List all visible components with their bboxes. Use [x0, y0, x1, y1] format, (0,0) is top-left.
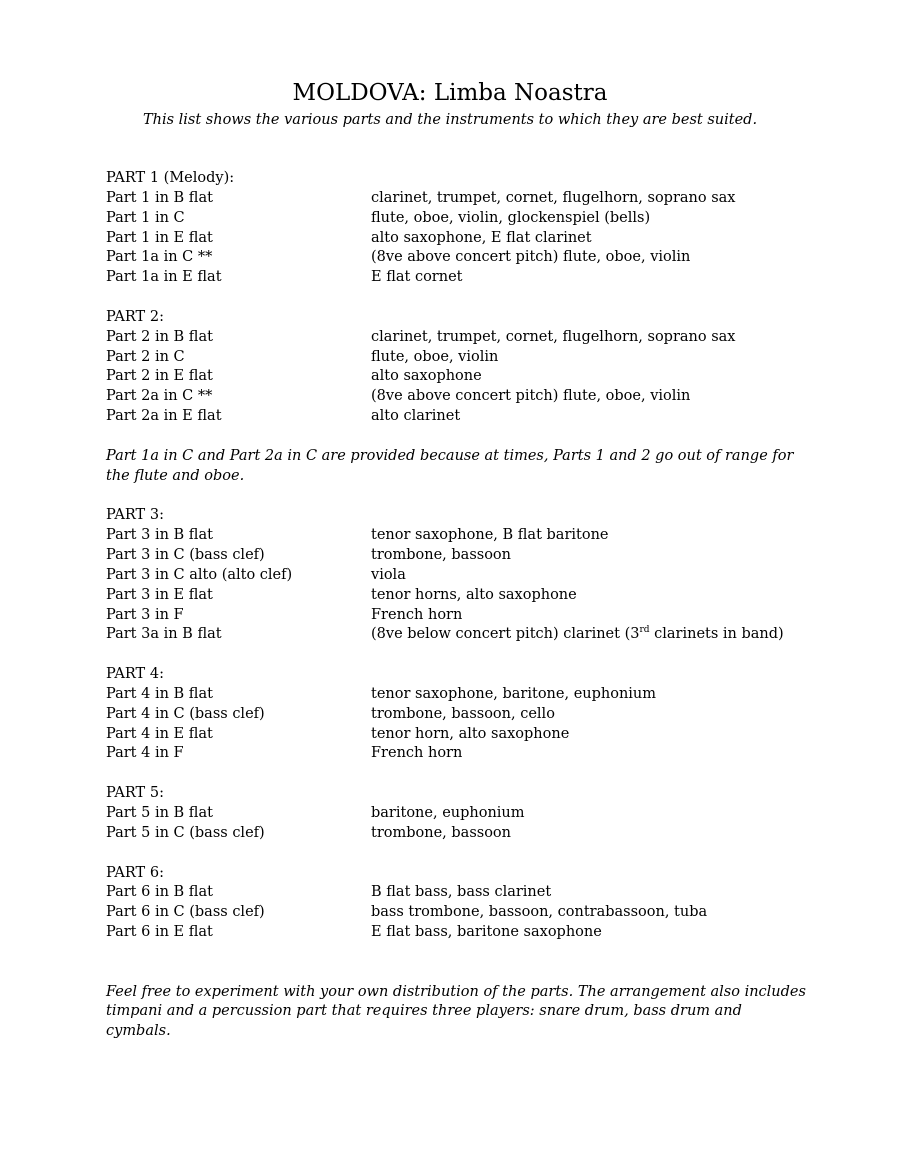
part-instruments: viola	[371, 566, 406, 583]
section-part-4	[106, 665, 806, 764]
section-heading: PART 3:	[106, 507, 164, 524]
part-instruments: flute, oboe, violin, glockenspiel (bells)	[371, 209, 651, 226]
list-item	[106, 685, 806, 705]
section-part-3	[106, 506, 806, 645]
part-instruments: tenor saxophone, baritone, euphonium	[371, 685, 657, 702]
part-name: Part 2 in C	[106, 348, 185, 365]
page-subtitle: This list shows the various parts and the instruments to which they are best suited.	[142, 112, 758, 128]
part-name: Part 4 in E flat	[106, 725, 213, 742]
part-instruments: (8ve above concert pitch) flute, oboe, violin	[371, 388, 691, 405]
list-item	[106, 744, 806, 764]
spacer	[106, 288, 806, 308]
spacer	[106, 963, 806, 983]
part-instruments: alto saxophone	[371, 368, 482, 385]
list-item	[106, 546, 806, 566]
part-instruments: clarinet, trumpet, cornet, flugelhorn, soprano sax	[371, 328, 736, 345]
list-item	[106, 229, 806, 249]
range-note: Part 1a in C and Part 2a in C are provided because at times, Parts 1 and 2 go out of range for the flute and oboe.	[106, 447, 794, 484]
list-item	[106, 387, 806, 407]
list-item	[106, 725, 806, 745]
section-heading: PART 2:	[106, 308, 164, 325]
spacer	[106, 764, 806, 784]
list-item	[106, 903, 806, 923]
part-instruments: alto saxophone, E flat clarinet	[371, 229, 592, 246]
part-name: Part 1a in C **	[106, 249, 213, 266]
spacer	[106, 943, 806, 963]
part-name: Part 3 in F	[106, 606, 184, 623]
part-instruments: baritone, euphonium	[371, 805, 525, 821]
list-item	[106, 804, 806, 824]
list-item	[106, 348, 806, 368]
part-name: Part 1a in E flat	[106, 269, 222, 286]
part-name: Part 1 in C	[106, 209, 185, 226]
section-heading: PART 4:	[106, 666, 164, 683]
list-item	[106, 189, 806, 209]
part-instruments: French horn	[371, 606, 463, 623]
part-instruments: tenor horn, alto saxophone	[371, 725, 570, 742]
list-item	[106, 883, 806, 903]
part-name: Part 5 in C (bass clef)	[106, 824, 265, 841]
part-name: Part 3 in B flat	[106, 527, 213, 544]
part-instruments: tenor saxophone, B flat baritone	[371, 527, 609, 544]
part-instruments: E flat cornet	[371, 269, 463, 286]
list-item	[106, 705, 806, 725]
part-instruments: bass trombone, bassoon, contrabassoon, tuba	[371, 904, 708, 921]
part-name: Part 2 in B flat	[106, 328, 213, 345]
closing-note: Feel free to experiment with your own distribution of the parts. The arrangement also includes timpani and a percussion part that requires three players: snare drum, bass drum and cymbals.	[106, 983, 806, 1040]
part-instruments	[371, 625, 806, 645]
part-name: Part 4 in C (bass clef)	[106, 705, 265, 722]
part-name: Part 2 in E flat	[106, 368, 213, 385]
list-item	[106, 824, 806, 844]
instruments-text: clarinets in band)	[649, 626, 784, 643]
part-name: Part 1 in B flat	[106, 189, 213, 206]
section-part-6	[106, 864, 806, 943]
parts-list	[106, 169, 806, 1042]
instruments-text: (8ve below concert pitch) clarinet (3	[371, 626, 640, 643]
part-name: Part 6 in C (bass clef)	[106, 904, 265, 921]
part-name: Part 3 in C alto (alto clef)	[106, 566, 293, 583]
list-item	[106, 248, 806, 268]
spacer	[106, 487, 806, 507]
part-instruments: tenor horns, alto saxophone	[371, 586, 577, 603]
section-part-1	[106, 169, 806, 288]
section-heading: PART 1 (Melody):	[106, 170, 235, 186]
section-heading: PART 5:	[106, 785, 164, 802]
part-instruments: alto clarinet	[371, 408, 461, 425]
part-name: Part 2a in C **	[106, 388, 213, 405]
ordinal-suffix: rd	[639, 625, 650, 636]
section-heading: PART 6:	[106, 864, 164, 881]
part-name: Part 6 in B flat	[106, 884, 213, 901]
section-part-5	[106, 784, 806, 844]
part-instruments: trombone, bassoon	[371, 824, 511, 841]
part-instruments: flute, oboe, violin	[371, 348, 499, 365]
list-item	[106, 526, 806, 546]
part-name: Part 5 in B flat	[106, 805, 213, 821]
part-name: Part 3 in C (bass clef)	[106, 547, 265, 564]
part-instruments: B flat bass, bass clarinet	[371, 884, 552, 901]
list-item	[106, 268, 806, 288]
part-instruments: (8ve above concert pitch) flute, oboe, violin	[371, 249, 691, 266]
spacer	[106, 844, 806, 864]
page-title: MOLDOVA: Limba Noastra	[292, 80, 608, 106]
part-name: Part 3 in E flat	[106, 586, 213, 603]
list-item	[106, 923, 806, 943]
list-item	[106, 606, 806, 626]
list-item	[106, 209, 806, 229]
part-instruments: clarinet, trumpet, cornet, flugelhorn, soprano sax	[371, 189, 736, 206]
list-item	[106, 367, 806, 387]
part-instruments: trombone, bassoon, cello	[371, 705, 555, 722]
spacer	[106, 427, 806, 447]
list-item	[106, 586, 806, 606]
list-item	[106, 328, 806, 348]
list-item	[106, 625, 806, 645]
list-item	[106, 407, 806, 427]
section-part-2	[106, 308, 806, 427]
part-instruments: French horn	[371, 745, 463, 762]
part-instruments: trombone, bassoon	[371, 547, 511, 564]
part-instruments: E flat bass, baritone saxophone	[371, 924, 602, 941]
part-name: Part 2a in E flat	[106, 408, 222, 425]
part-name: Part 4 in F	[106, 745, 184, 762]
part-name: Part 6 in E flat	[106, 924, 213, 941]
spacer	[106, 645, 806, 665]
part-name: Part 3a in B flat	[106, 626, 222, 643]
list-item	[106, 566, 806, 586]
part-name: Part 4 in B flat	[106, 685, 213, 702]
part-name: Part 1 in E flat	[106, 229, 213, 246]
